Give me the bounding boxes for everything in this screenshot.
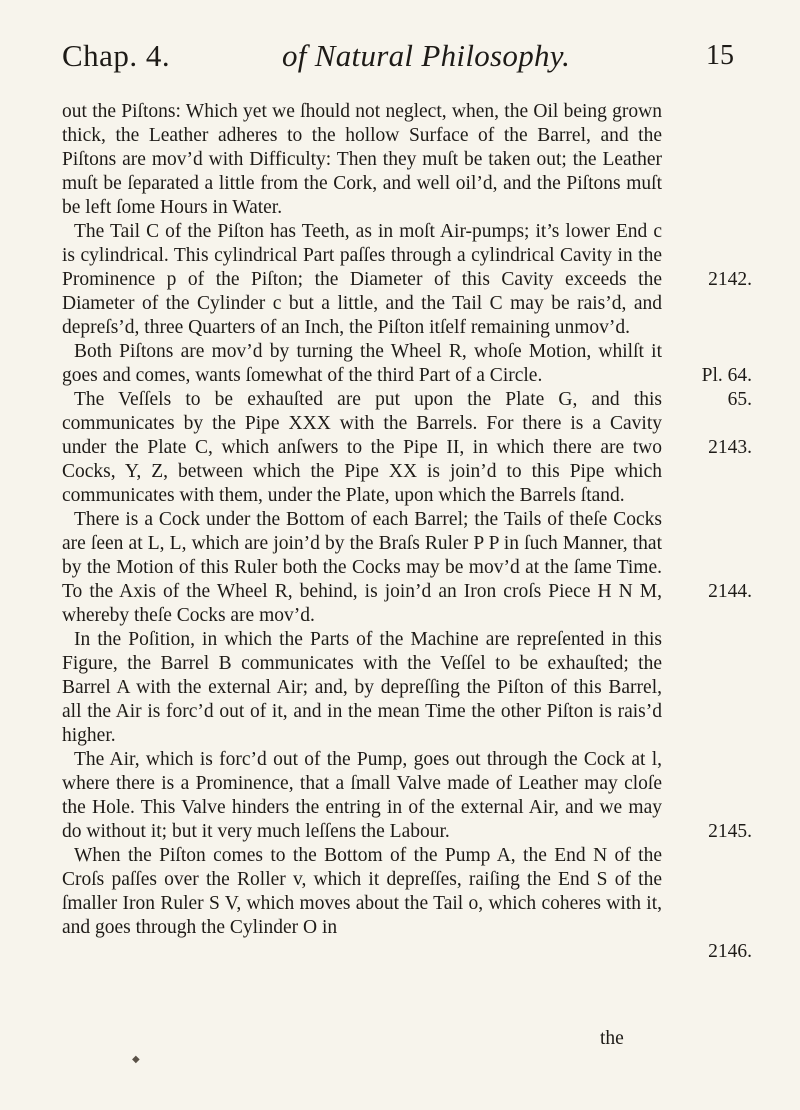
catchword: the: [600, 1028, 624, 1049]
running-title: of Natural Philosophy.: [282, 38, 571, 73]
chapter-label: Chap. 4.: [62, 38, 171, 73]
paragraph: In the Poſition, in which the Parts of the Machine are repreſented in this Figure, the Barrel B communicates with the Veſſel to be exhauſted; the Barrel A with the external Air; and, by depreſſing the Piſton of this Barrel, all the Air is forc’d out of it, and in the mean Time the other Piſton is rais’d higher.: [62, 629, 662, 746]
body-text: [62, 100, 662, 940]
margin-note-2145: 2145.: [708, 821, 752, 842]
paragraph: Both Piſtons are mov’d by turning the Wheel R, whoſe Motion, whilſt it goes and comes, wants ſomewhat of the third Part of a Circle.: [62, 341, 662, 386]
paragraph: The Air, which is forc’d out of the Pump, goes out through the Cock at l, where there is a Prominence, that a ſmall Valve made of Leather may cloſe the Hole. This Valve hinders the entring in of the external Air, and we may do without it; but it very much leſſens the Labour.: [62, 749, 662, 842]
margin-note-2143: 2143.: [708, 437, 752, 458]
margin-note-2142: 2142.: [708, 269, 752, 290]
margin-note-2146: 2146.: [708, 941, 752, 962]
paragraph: The Veſſels to be exhauſted are put upon the Plate G, and this communicates by the Pipe XXX with the Barrels. For there is a Cavity under the Plate C, which anſwers to the Pipe II, in which there are two Cocks, Y, Z, between which the Pipe XX is join’d to this Pipe which communicates with them, under the Plate, upon which the Barrels ſtand.: [62, 389, 662, 506]
margin-note-plate: Pl. 64.: [701, 365, 752, 386]
running-header: [62, 36, 734, 86]
paragraph: out the Piſtons: Which yet we ſhould not neglect, when, the Oil being grown thick, the Leather adheres to the hollow Surface of the Barrel, and the Piſtons are mov’d with Difficulty: Then they muſt be taken out; the Leather muſt be ſeparated a little from the Cork, and well oil’d, and the Piſtons muſt be left ſome Hours in Water.: [62, 101, 662, 218]
margin-note-2144: 2144.: [708, 581, 752, 602]
page-number: 15: [706, 40, 734, 71]
paragraph: There is a Cock under the Bottom of each Barrel; the Tails of theſe Cocks are ſeen at L, L, which are join’d by the Braſs Ruler P P in ſuch Manner, that by the Motion of this Ruler both the Cocks may be mov’d at the ſame Time. To the Axis of the Wheel R, behind, is join’d an Iron croſs Piece H N M, whereby theſe Cocks are mov’d.: [62, 509, 662, 626]
margin-note-plate-figure: 65.: [727, 389, 752, 410]
ink-mark-icon: ◆: [132, 1054, 140, 1065]
paragraph: When the Piſton comes to the Bottom of the Pump A, the End N of the Croſs paſſes over the Roller v, which it depreſſes, raiſing the End S of the ſmaller Iron Ruler S V, which moves about the Tail o, which coheres with it, and goes through the Cylinder O in: [62, 845, 662, 938]
paragraph: The Tail C of the Piſton has Teeth, as in moſt Air-pumps; it’s lower End c is cylindrical. This cylindrical Part paſſes through a cylindrical Cavity in the Prominence p of the Piſton; the Diameter of this Cavity exceeds the Diameter of the Cylinder c but a little, and the Tail C may be rais’d, and depreſs’d, three Quarters of an Inch, the Piſton itſelf remaining unmov’d.: [62, 221, 662, 338]
